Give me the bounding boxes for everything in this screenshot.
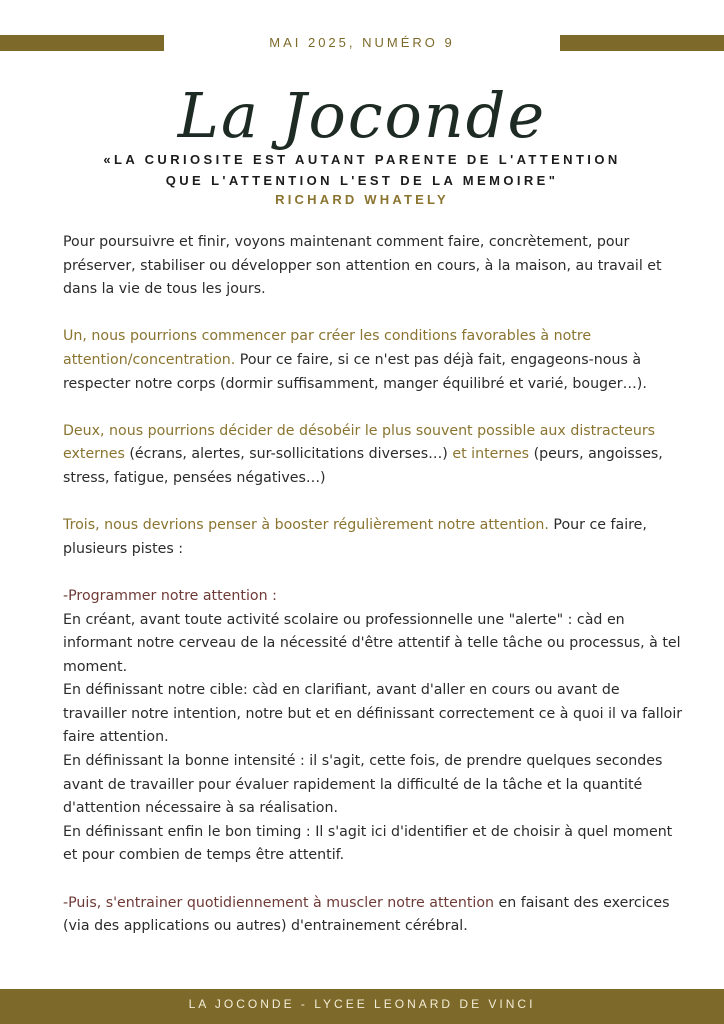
point-three-paragraph — [63, 514, 683, 561]
training-lead: -Puis, s'entrainer quotidiennement à muscler notre attention — [63, 894, 494, 911]
epigraph-quote-line-1: «LA CURIOSITE EST AUTANT PARENTE DE L'ATTENTION — [103, 152, 621, 167]
training-text: en faisant des exercices (via des applications ou autres) d'entrainement cérébral. — [63, 894, 670, 935]
epigraph-author: RICHARD WHATELY — [275, 192, 449, 207]
point-one-paragraph — [63, 325, 683, 396]
programming-item-target: En définissant notre cible: càd en clarifiant, avant d'aller en cours ou avant de travailler notre intention, notre but et en définissant correctement ce à quoi il va falloir faire attention. — [63, 682, 683, 746]
point-three-text: Pour ce faire, plusieurs pistes : — [63, 517, 647, 557]
point-two-lead: Deux, nous pourrions décider de désobéir le plus souvent possible aux distracteurs externes — [63, 422, 656, 463]
point-one-text: Pour ce faire, si ce n'est pas déjà fait, engageons-nous à respecter notre corps (dormir suffisamment, manger équilibré et varié, bouger…). — [63, 351, 647, 392]
point-two-paragraph — [63, 420, 683, 491]
training-paragraph — [63, 892, 683, 939]
programming-item-alert: En créant, avant toute activité scolaire ou professionnelle une "alerte" : càd en informant notre cerveau de la nécessité d'être attentif à telle tâche ou processus, à tel moment. — [63, 611, 681, 675]
epigraph-quote-line-2: QUE L'ATTENTION L'EST DE LA MEMOIRE" — [165, 173, 559, 188]
point-three-lead: Trois, nous devrions penser à booster régulièrement notre attention. — [63, 517, 549, 534]
header-rule-left — [0, 35, 164, 51]
intro-paragraph: Pour poursuivre et finir, voyons maintenant comment faire, concrètement, pour préserver, stabiliser ou développer son attention en cours, à la maison, au travail et dans la vie de tous les jours. — [63, 234, 662, 298]
point-two-internal-lead: et internes — [452, 446, 530, 463]
point-two-external-examples: (écrans, alertes, sur-sollicitations diverses…) — [124, 446, 453, 463]
programming-item-intensity: En définissant la bonne intensité : il s'agit, cette fois, de prendre quelques secondes avant de travailler pour évaluer rapidement la difficulté de la tâche et la quantité d'attention nécessaire à sa réalisation. — [63, 753, 663, 817]
page-footer: LA JOCONDE - LYCEE LEONARD DE VINCI — [0, 989, 724, 1024]
point-two-internal-examples: (peurs, angoisses, stress, fatigue, pensées négatives…) — [63, 446, 663, 486]
point-one-lead: Un, nous pourrions commencer par créer les conditions favorables à notre attention/concentration. — [63, 328, 592, 368]
programming-item-timing: En définissant enfin le bon timing : Il s'agit ici d'identifier et de choisir à quel moment et pour combien de temps être attentif. — [63, 823, 673, 864]
epigraph-quote — [40, 149, 684, 191]
issue-date: MAI 2025, NUMÉRO 9 — [269, 35, 455, 50]
header-rule-right — [560, 35, 724, 51]
programming-heading: -Programmer notre attention : — [63, 587, 277, 604]
article-body — [63, 231, 683, 939]
magazine-title: La Joconde — [177, 79, 547, 152]
